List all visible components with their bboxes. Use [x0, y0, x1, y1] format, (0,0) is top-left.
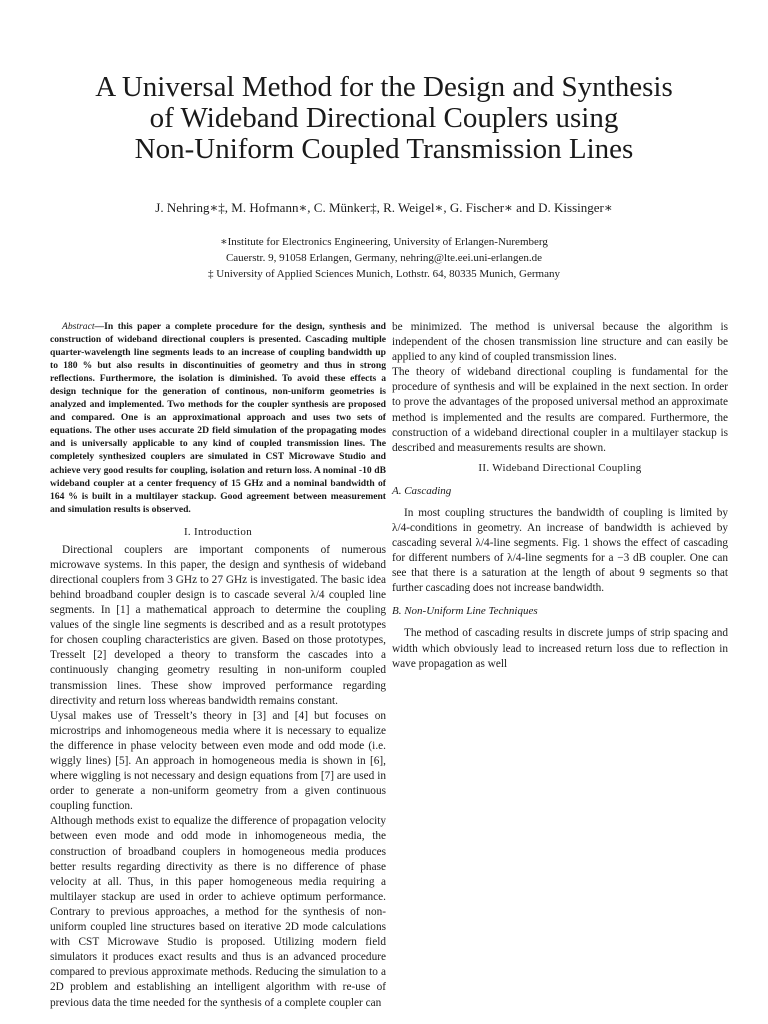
affiliation-line-2: Cauerstr. 9, 91058 Erlangen, Germany, nehring@lte.eei.uni-erlangen.de — [225, 252, 543, 264]
title-line-3: Non-Uniform Coupled Transmission Lines — [134, 133, 634, 165]
intro-paragraph-2: Uysal makes use of Tresselt’s theory in [3] and [4] but focuses on microstrips and inhomogeneous media where it is necessary to equalize the difference in phase velocity between even mode and odd mode (i.e. wiggly lines) [5]. An approach in homogeneous media is shown in [6], where wiggling is not necessary and design equations from [7] are used in order to generate a non-uniform geometry from a given continuous coupling function. — [50, 709, 386, 813]
abstract-lead: Abstract — [62, 321, 95, 332]
abstract — [50, 320, 386, 516]
nonuniform-paragraph: The method of cascading results in discrete jumps of strip spacing and width which obviously lead to increased return loss due to reflection in wave propagation as well — [392, 627, 728, 670]
subsection-a-heading: A. Cascading — [392, 484, 452, 497]
intro-paragraph-3: Although methods exist to equalize the difference of propagation velocity between even mode and odd mode in inhomogeneous media, the construction of broadband couplers in homogeneous media produces better results regarding directivity as there is no difference of phase velocity at all. Thus, in this paper homogeneous media requiring a multilayer stackup are used in order to achieve optimum performance. Contrary to previous approaches, a method for the synthesis of non-uniform coupled line structures based on iterative 2D mode calculations with CST Microwave Studio is proposed. Utilizing modern field simulators it produces exact results and thus is an advanced procedure compared to previous approximate methods. Reducing the simulation to a 2D problem and establishing an intelligent algorithm with re-use of previous data the time needed for the synthesis of a complete coupler can — [50, 815, 386, 1009]
affiliation-line-1: ∗Institute for Electronics Engineering, University of Erlangen-Nuremberg — [220, 236, 548, 248]
affiliations — [40, 234, 728, 282]
abstract-dash: — — [94, 321, 105, 332]
section-2-heading: II. Wideband Directional Coupling — [478, 461, 642, 474]
intro-paragraph-4: The theory of wideband directional coupling is fundamental for the procedure of synthesis and will be explained in the next section. In order to prove the advantages of the proposed universal method an approximate method is implemented and the results are compared. Furthermore, the construction of a wideband directional coupler in a multilayer stackup is described and measurements results are shown. — [392, 366, 728, 454]
cascading-paragraph: In most coupling structures the bandwidth of coupling is limited by λ/4-conditions in geometry. An increase of bandwidth is achieved by cascading several λ/4-line segments. Fig. 1 shows the effect of cascading for different numbers of λ/4-line segments for a −3 dB coupler. One can see that there is a saturation at the length of about 9 segments so that further cascading does not increase bandwidth. — [392, 506, 728, 595]
section-1-heading: I. Introduction — [183, 525, 253, 538]
paper-title — [40, 72, 728, 165]
abstract-text: In this paper a complete procedure for the design, synthesis and construction of wideband directional couplers is presented. Cascading multiple quarter-wavelength line segments leads to an increase of coupling bandwidth up to 180 % but also results in discontinuities of geometry and thus in strong reflections. Furthermore, the isolation is diminished. To avoid these effects a design technique for the generation of continous, non-uniform geometries is analyzed and implemented. Two methods for the coupler synthesis are proposed and compared. One is an approximational approach and uses two sets of equations. The other uses accurate 2D field simulation of the propagating modes and is universally applicable to any kind of coupled transmission lines. The completely synthesized couplers are simulated in CST Microwave Studio and achieve very good results for coupling, isolation and return loss. A nominal -10 dB wideband coupler at a center frequency of 15 GHz and a nominal bandwidth of 164 % is built in a multilayer stackup. Good agreement between measurement and simulation results is observed. — [50, 321, 386, 515]
left-column — [50, 320, 386, 1011]
intro-paragraph-1: Directional couplers are important components of numerous microwave systems. In this paper, the design and synthesis of wideband directional couplers from 3 GHz to 27 GHz is investigated. The basic idea behind broadband coupler design is to cascade several λ/4 coupled line segments. In [1] a mathematical approach to determine the coupling values of the single line segments is described and as a result prototypes for chosen coupling characteristics are given. Based on those prototypes, Tresselt [2] developed a theory to transform the cascades into a continuously changing geometry resulting in non-uniform coupled transmission lines. These show improved performance regarding directivity and return loss whereas bandwidth remains constant. — [50, 543, 386, 707]
affiliation-line-3: ‡ University of Applied Sciences Munich, Lothstr. 64, 80335 Munich, Germany — [208, 268, 560, 280]
right-column — [392, 320, 728, 672]
title-line-2: of Wideband Directional Couplers using — [149, 102, 619, 134]
intro-paragraph-3-continued: be minimized. The method is universal because the algorithm is independent of the chosen transmission line structure and can easily be applied to any kind of coupled transmission lines. — [392, 321, 728, 364]
author-list: J. Nehring∗‡, M. Hofmann∗, C. Münker‡, R. Weigel∗, G. Fischer∗ and D. Kissinger∗ — [155, 200, 613, 215]
title-line-1: A Universal Method for the Design and Synthesis — [95, 71, 673, 103]
subsection-b-heading: B. Non-Uniform Line Techniques — [392, 605, 538, 618]
